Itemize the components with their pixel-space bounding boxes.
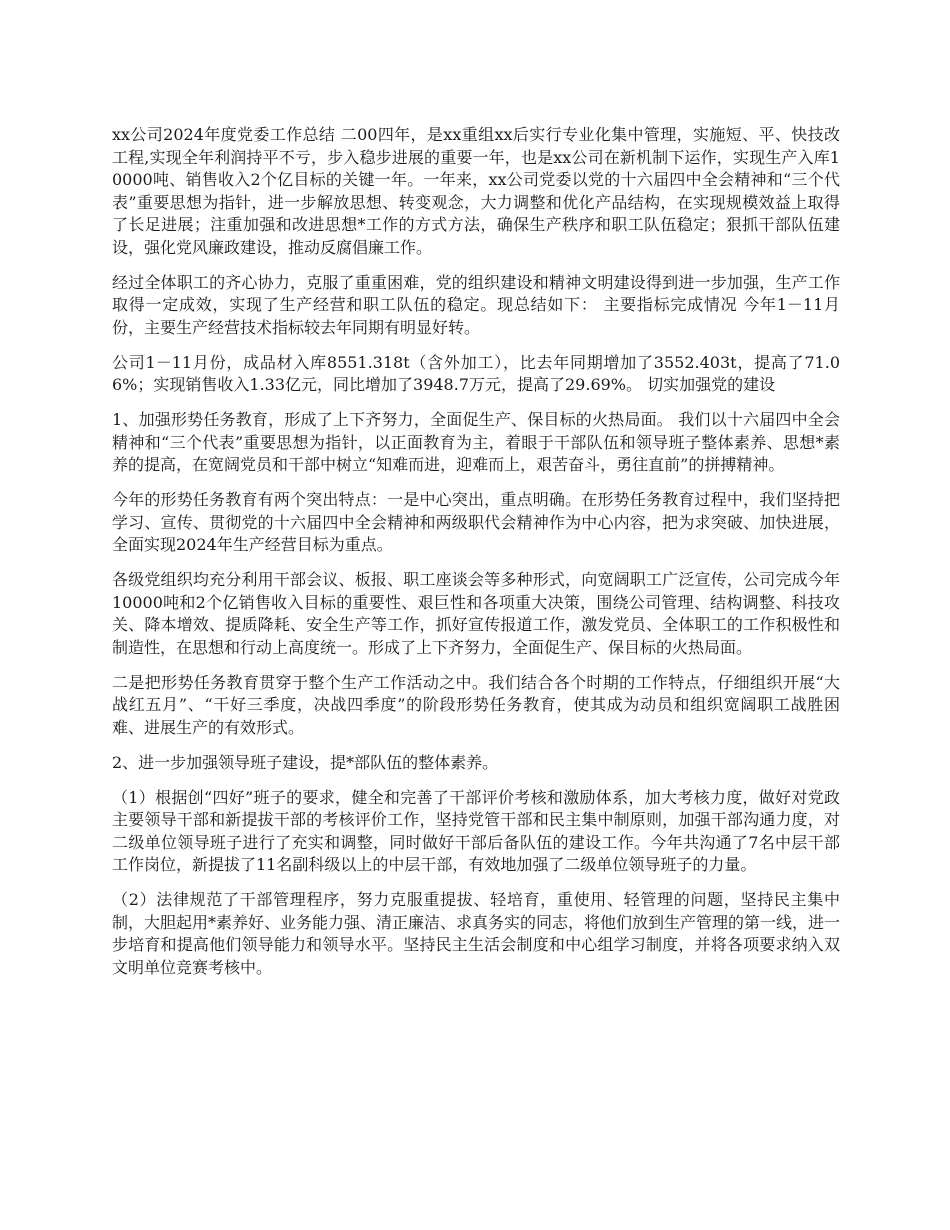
paragraph-publicity: 各级党组织均充分利用干部会议、板报、职工座谈会等多种形式，向宽阔职工广泛宣传，公司完成今年10000吨和2个亿销售收入目标的重要性、艰巨性和各项重大决策，围绕公司管理、结构调整、科技攻关、降本增效、提质降耗、安全生产等工作，抓好宣传报道工作，激发党员、全体职工的工作积极性和制造性，在思想和行动上高度统一。形成了上下齐努力，全面促生产、保目标的火热局面。	[112, 570, 840, 657]
paragraph-summary: 经过全体职工的齐心协力，克服了重重困难，党的组织建设和精神文明建设得到进一步加强，生产工作取得一定成效，实现了生产经营和职工队伍的稳定。现总结如下： 主要指标完成情况 今年1－11月份，主要生产经营技术指标较去年同期有明显好转。	[112, 272, 840, 337]
paragraph-indicators: 公司1－11月份，成品材入库8551.318t（含外加工），比去年同期增加了3552.403t，提高了71.06%；实现销售收入1.33亿元，同比增加了3948.7万元，提高了29.69%。 切实加强党的建设	[112, 352, 840, 394]
paragraph-item-2: （2）法律规范了干部管理程序，努力克服重提拔、轻培育，重使用、轻管理的问题，坚持民主集中制，大胆起用*素养好、业务能力强、清正廉洁、求真务实的同志，将他们放到生产管理的第一线，进一步培育和提高他们领导能力和领导水平。坚持民主生活会制度和中心组学习制度，并将各项要求纳入双文明单位竞赛考核中。	[112, 890, 841, 977]
paragraph-item-1: （1）根据创“四好”班子的要求，健全和完善了干部评价考核和激励体系，加大考核力度，做好对党政主要领导干部和新提拔干部的考核评价工作，坚持党管干部和民主集中制原则，加强干部沟通力度，对二级单位领导班子进行了充实和调整，同时做好干部后备队伍的建设工作。今年共沟通了7名中层干部工作岗位，新提拔了11名副科级以上的中层干部，有效地加强了二级单位领导班子的力量。	[112, 787, 840, 874]
paragraph-section-2-heading: 2、进一步加强领导班子建设，提*部队伍的整体素养。	[112, 752, 499, 772]
paragraph-features: 今年的形势任务教育有两个突出特点：一是中心突出，重点明确。在形势任务教育过程中，我们坚持把学习、宣传、贯彻党的十六届四中全会精神和两级职代会精神作为中心内容，把为求突破、加快进展，全面实现2024年生产经营目标为重点。	[112, 490, 840, 554]
paragraph-section-1: 1、加强形势任务教育，形成了上下齐努力，全面促生产、保目标的火热局面。 我们以十六届四中全会精神和“三个代表”重要思想为指针，以正面教育为主，着眼于干部队伍和领导班子整体素养、思想*素养的提高，在宽阔党员和干部中树立“知难而进，迎难而上，艰苦奋斗，勇往直前”的拼搏精神。	[112, 410, 840, 474]
document-body	[112, 124, 840, 992]
paragraph-intro: xx公司2024年度党委工作总结 二00四年，是xx重组xx后实行专业化集中管理，实施短、平、快技改工程,实现全年利润持平不亏，步入稳步进展的重要一年，也是xx公司在新机制下运作，实现生产入库10000吨、销售收入2个亿目标的关键一年。一年来，xx公司党委以党的十六届四中全会精神和“三个代表”重要思想为指针，进一步解放思想、转变观念，大力调整和优化产品结构，在实现规模效益上取得了长足进展；注重加强和改进思想*工作的方式方法，确保生产秩序和职工队伍稳定；狠抓干部队伍建设，强化党风廉政建设，推动反腐倡廉工作。	[112, 125, 840, 257]
paragraph-second-feature: 二是把形势任务教育贯穿于整个生产工作活动之中。我们结合各个时期的工作特点，仔细组织开展“大战红五月”、“干好三季度，决战四季度”的阶段形势任务教育，使其成为动员和组织宽阔职工战胜困难、进展生产的有效形式。	[112, 672, 840, 737]
